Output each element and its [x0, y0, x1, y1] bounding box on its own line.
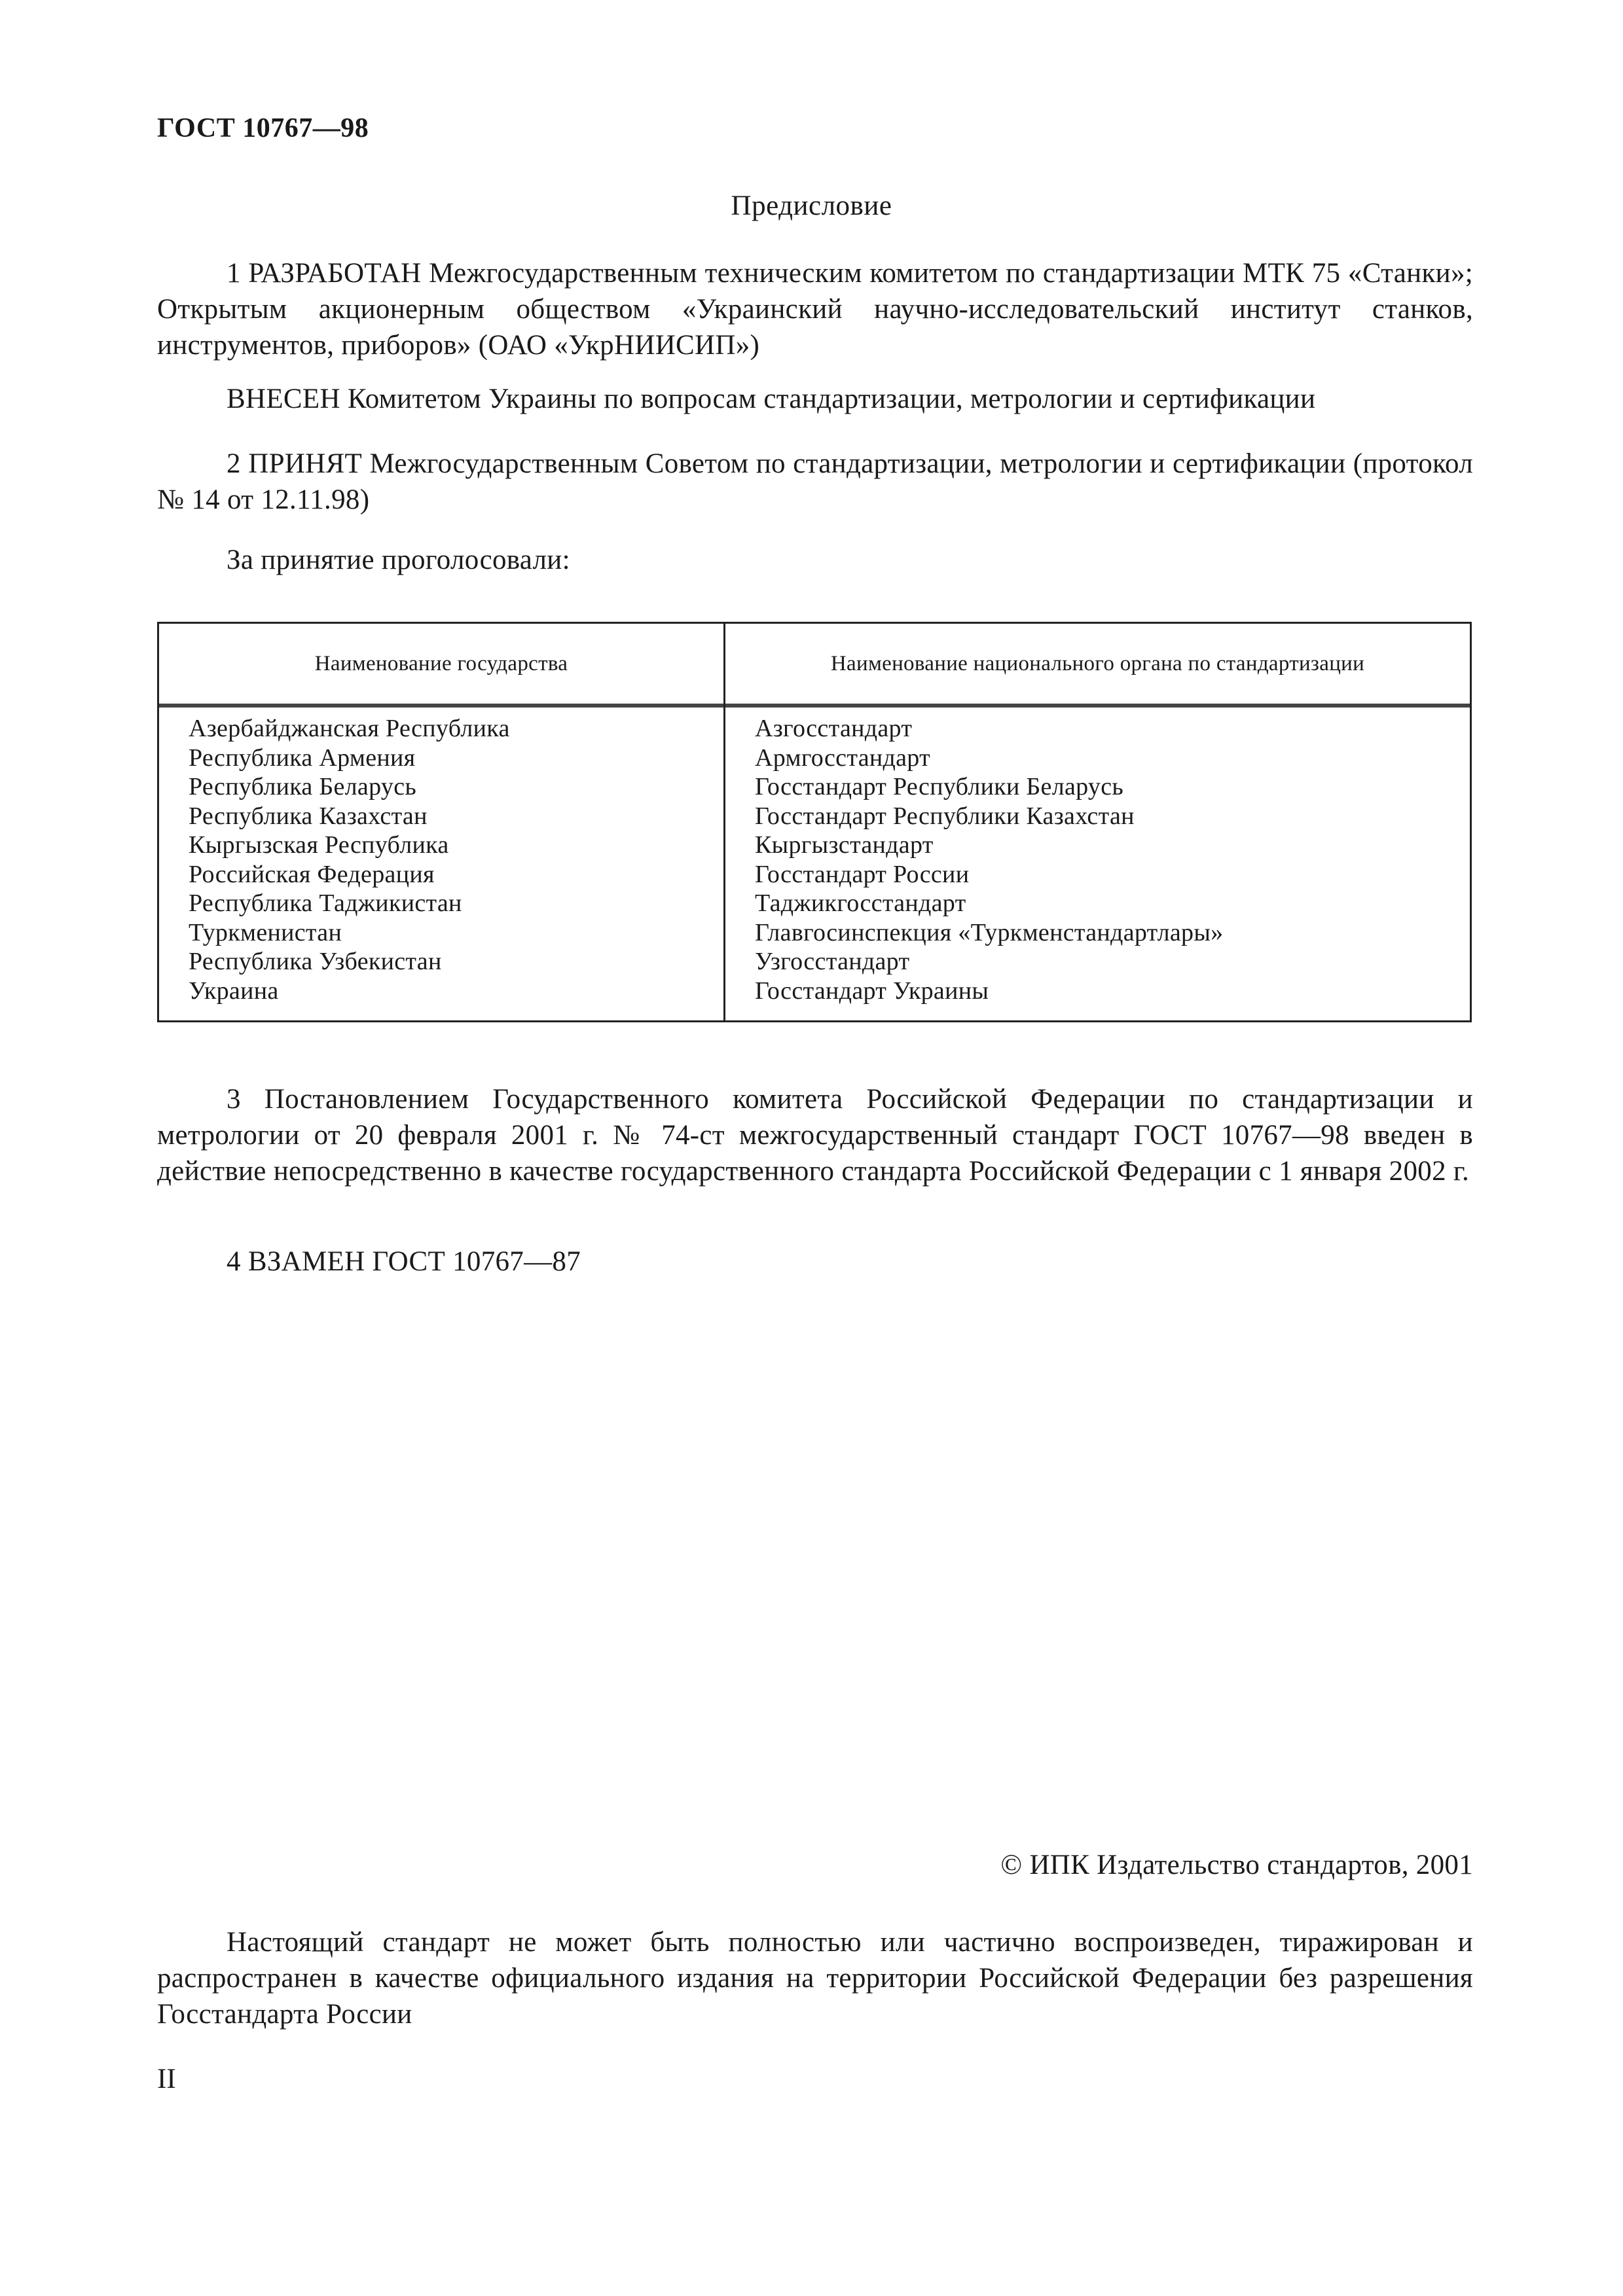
standards-body-cell: Армгосстандарт [755, 744, 931, 772]
paragraph-introduced: ВНЕСЕН Комитетом Украины по вопросам стандартизации, метрологии и сертификации [227, 384, 1316, 414]
standards-body-cell: Таджикгосстандарт [755, 889, 966, 917]
standards-body-cell: Кыргызстандарт [755, 831, 934, 859]
paragraph-reproduction-notice: Настоящий стандарт не может быть полностью или частично воспроизведен, тиражирован и распространен в качестве официального издания на территории Российской Федерации без разрешения Госстандарта России [157, 1927, 1473, 2030]
standards-body-cell: Узгосстандарт [755, 948, 910, 975]
table-header [159, 624, 1470, 708]
table-row [159, 802, 1470, 831]
table-row [159, 714, 1470, 744]
standards-body-cell: Госстандарт Республики Беларусь [755, 773, 1124, 800]
column-header-standards-body: Наименование национального органа по стандартизации [830, 652, 1365, 675]
table-row [159, 889, 1470, 918]
page-number: II [157, 2064, 176, 2094]
state-cell: Туркменистан [189, 918, 342, 946]
state-cell: Республика Казахстан [189, 802, 428, 830]
paragraph-replaces: 4 ВЗАМЕН ГОСТ 10767—87 [227, 1246, 581, 1277]
standards-body-cell: Госстандарт Республики Казахстан [755, 802, 1135, 830]
state-cell: Республика Армения [189, 744, 416, 772]
paragraph-adopted: 2 ПРИНЯТ Межгосударственным Советом по стандартизации, метрологии и сертификации (протокол № 14 от 12.11.98) [157, 448, 1473, 515]
standards-body-cell: Госстандарт Украины [755, 977, 989, 1005]
table-row [159, 947, 1470, 977]
state-cell: Российская Федерация [189, 860, 435, 888]
state-cell: Республика Беларусь [189, 773, 416, 800]
section-title: Предисловие [731, 190, 892, 221]
copyright-notice: © ИПК Издательство стандартов, 2001 [1000, 1850, 1473, 1880]
paragraph-developed: 1 РАЗРАБОТАН Межгосударственным техническим комитетом по стандартизации МТК 75 «Станки»; Открытым акционерным обществом «Украинский научно-исследовательский институт станков, инструментов, приборов» (ОАО «УкрНИИСИП») [157, 258, 1473, 361]
table-row [159, 860, 1470, 889]
paragraph-enacted: 3 Постановлением Государственного комитета Российской Федерации по стандартизации и метрологии от 20 февраля 2001 г. № 74-ст межгосударственный стандарт ГОСТ 10767—98 введен в действие непосредственно в качестве государственного стандарта Российской Федерации с 1 января 2002 г. [157, 1084, 1473, 1187]
column-header-state: Наименование государства [314, 652, 568, 675]
table-row [159, 831, 1470, 860]
state-cell: Республика Таджикистан [189, 889, 462, 917]
standards-body-cell: Госстандарт России [755, 860, 970, 888]
state-cell: Украина [189, 977, 279, 1005]
table-row [159, 744, 1470, 773]
paragraph-voted-for: За принятие проголосовали: [227, 545, 570, 575]
voting-table [157, 622, 1472, 1022]
state-cell: Республика Узбекистан [189, 948, 442, 975]
document-code: ГОСТ 10767—98 [157, 113, 369, 143]
state-cell: Кыргызская Республика [189, 831, 449, 859]
standards-body-cell: Азгосстандарт [755, 715, 913, 742]
table-row [159, 918, 1470, 948]
table-row [159, 977, 1470, 1006]
table-body [159, 714, 1470, 1005]
table-row [159, 772, 1470, 802]
state-cell: Азербайджанская Республика [189, 715, 510, 742]
standards-body-cell: Главгосинспекция «Туркменстандартлары» [755, 918, 1224, 946]
